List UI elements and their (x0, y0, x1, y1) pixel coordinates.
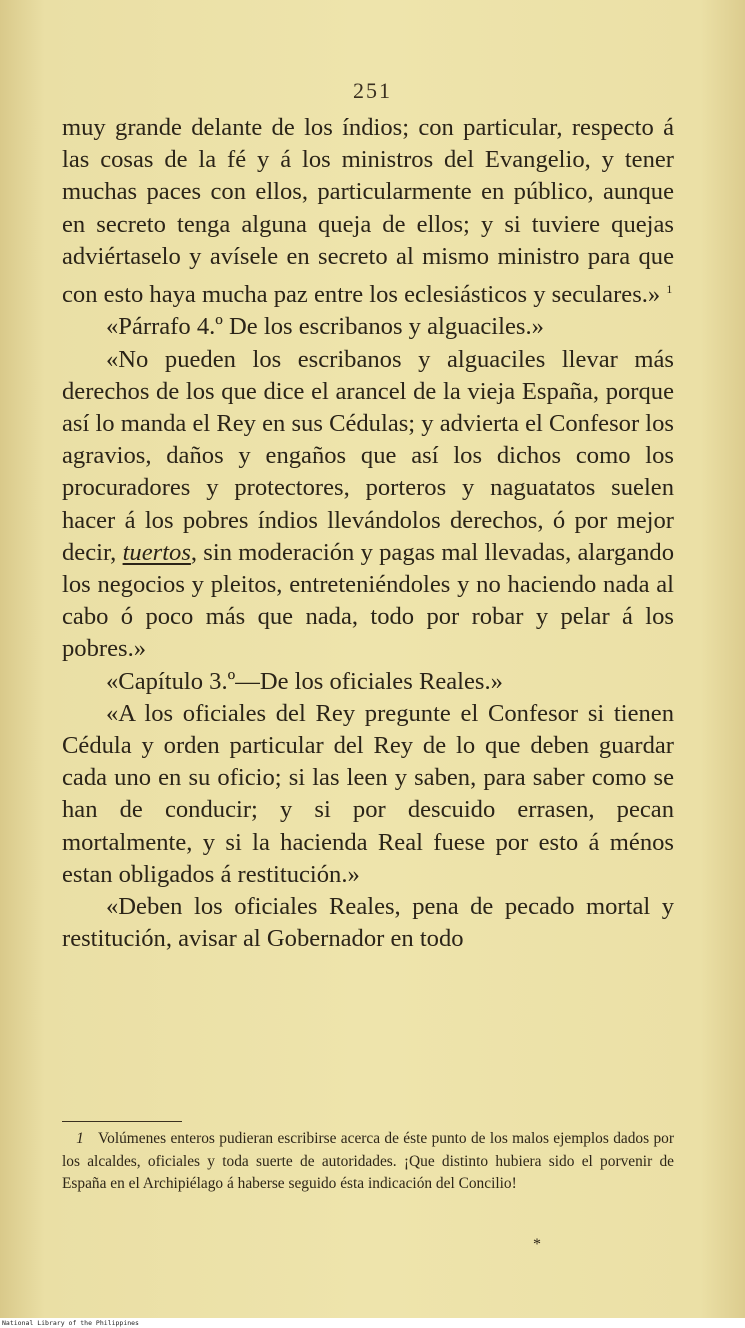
paragraph-4: «Capítulo 3.º—De los oficiales Reales.» (106, 667, 503, 695)
footnote-number: 1 (76, 1130, 84, 1147)
footnote-divider (62, 1121, 182, 1122)
paragraph-3-text-after: , sin moderación y pagas mal llevadas, alargando los negocios y pleitos, entreteniéndoles y no haciendo nada al cabo ó poco más que nada, todo por robar y pelar á los pobres.» (62, 538, 674, 663)
paragraph-2: «Párrafo 4.º De los escribanos y alguaciles.» (106, 313, 544, 341)
footnote (62, 1128, 674, 1196)
library-credit: National Library of the Philippines (0, 1318, 745, 1328)
paragraph-6: «Deben los oficiales Reales, pena de pecado mortal y restitución, avisar al Gobernador en todo (62, 893, 674, 953)
paragraph-3 (62, 344, 674, 666)
emphasis-word: tuertos (122, 538, 191, 566)
footnote-text: Volúmenes enteros pudieran escribirse acerca de éste punto de los malos ejemplos dados por los alcaldes, oficiales y toda suerte de autoridades. ¡Que distinto hubiera sido el porvenir de España en el Archipiélago á haberse seguido ésta indicación del Concilio! (62, 1130, 674, 1192)
paragraph-3-text-before: «No pueden los escribanos y alguaciles llevar más derechos de los que dice el arancel de la vieja España, porque así lo manda el Rey en sus Cédulas; y advierta el Confesor los agravios, daños y engaños que así los dichos como los procuradores y protectores, porteros y naguatatos suelen hacer á los pobres índios llevándolos derechos, ó por mejor decir, (62, 345, 674, 566)
paragraph-5: «A los oficiales del Rey pregunte el Confesor si tienen Cédula y orden particular del Rey de lo que deben guardar cada uno en su oficio; si las leen y saben, para saber como se han de conducir; y si por descuido errasen, pecan mortalmente, y si la hacienda Real fuese por esto á ménos estan obligados á restitución.» (62, 699, 674, 888)
paragraph-1 (62, 112, 674, 311)
paragraph-1-text: muy grande delante de los índios; con particular, respecto á las cosas de la fé y á los ministros del Evangelio, y tener muchas paces con ellos, particularmente en público, aunque en secreto tenga alguna queja de ellos; y si tuviere quejas adviértaselo y avísele en secreto al mismo ministro para que con esto haya mucha paz entre los eclesiásticos y seculares.» (62, 114, 674, 309)
signature-mark: * (533, 1236, 541, 1253)
page-number: 251 (353, 78, 392, 103)
footnote-reference: 1 (666, 282, 673, 297)
main-text (62, 112, 674, 955)
